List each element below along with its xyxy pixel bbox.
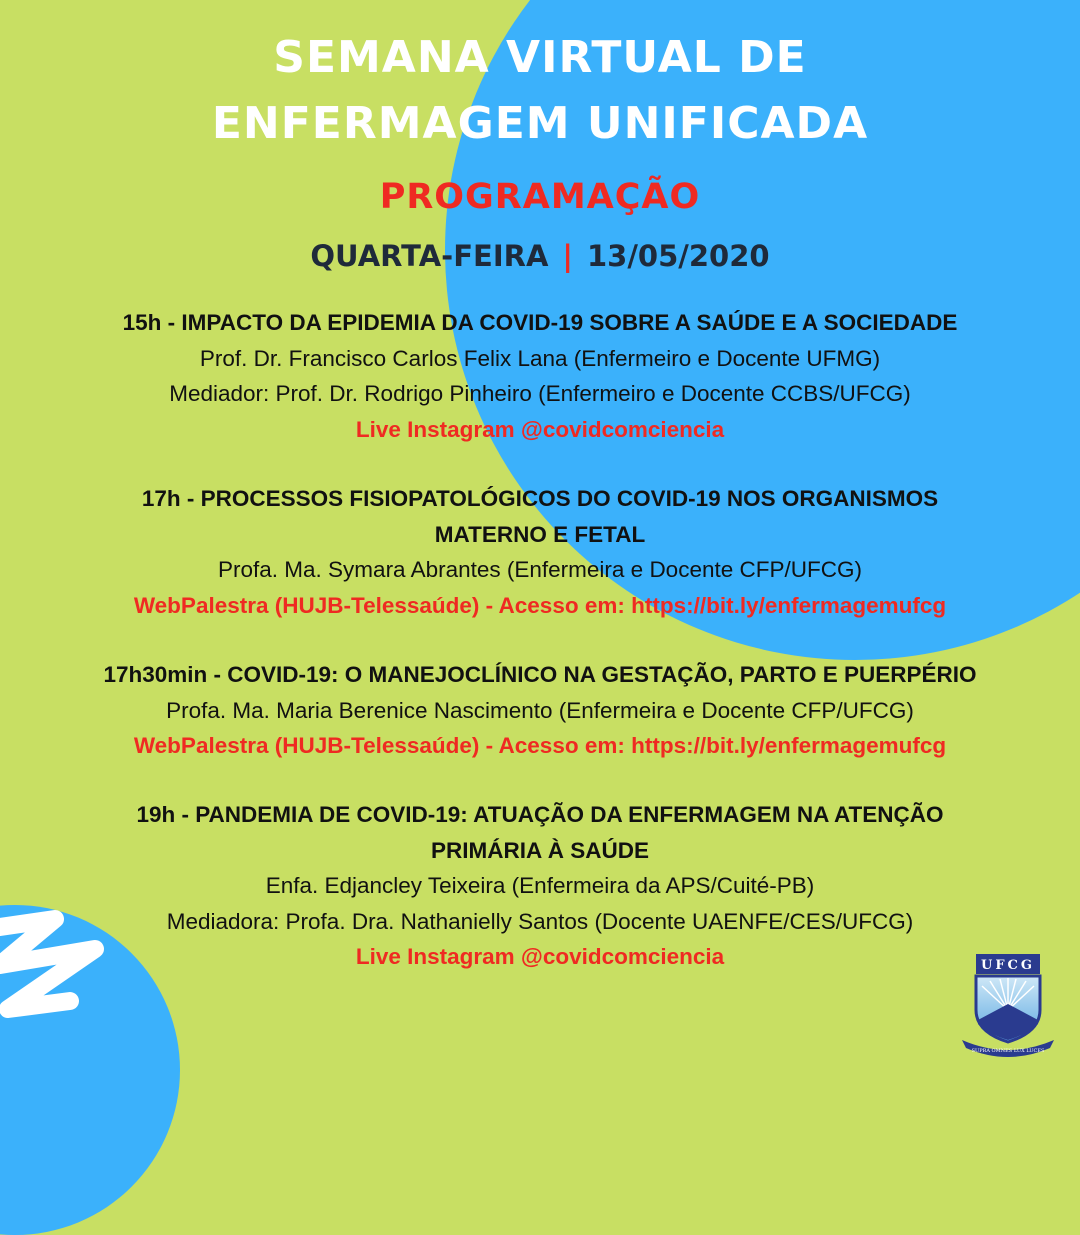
schedule-item-title: 17h - PROCESSOS FISIOPATOLÓGICOS DO COVID-19 NOS ORGANISMOS (141, 486, 939, 511)
schedule-item-title: 19h - PANDEMIA DE COVID-19: ATUAÇÃO DA ENFERMAGEM NA ATENÇÃO (136, 802, 944, 827)
access-link[interactable]: Live Instagram @covidcomciencia (355, 416, 725, 442)
access-link[interactable]: WebPalestra (HUJB-Telessaúde) - Acesso em: https://bit.ly/enfermagemufcg (133, 733, 947, 758)
schedule-item-title-cont: PRIMÁRIA À SAÚDE (431, 837, 649, 863)
schedule-item-3 (0, 657, 1080, 764)
event-title-line-1: SEMANA VIRTUAL DE (273, 32, 807, 83)
schedule-item-2 (0, 481, 1080, 623)
access-link[interactable]: WebPalestra (HUJB-Telessaúde) - Acesso em: https://bit.ly/enfermagemufcg (133, 592, 947, 618)
speaker-line: Enfa. Edjancley Teixeira (Enfermeira da APS/Cuité-PB) (265, 873, 815, 898)
schedule-item-title: 15h - IMPACTO DA EPIDEMIA DA COVID-19 SOBRE A SAÚDE E A SOCIEDADE (122, 310, 958, 335)
speaker-line: Prof. Dr. Francisco Carlos Felix Lana (Enfermeiro e Docente UFMG) (199, 345, 881, 371)
schedule-item-title-cont: MATERNO E FETAL (434, 521, 646, 547)
schedule-item-1 (0, 305, 1080, 447)
logo-acronym: UFCG (980, 958, 1036, 973)
schedule-item-4 (0, 797, 1080, 975)
event-title-line-2: ENFERMAGEM UNIFICADA (211, 98, 869, 149)
logo-motto: SUPRA OMNES LUX LUCES (971, 1048, 1045, 1054)
day-date-line (0, 234, 1080, 278)
speaker-line: Profa. Ma. Maria Berenice Nascimento (Enfermeira e Docente CFP/UFCG) (166, 697, 914, 723)
date-label: 13/05/2020 (586, 239, 770, 273)
speaker-line: Profa. Ma. Symara Abrantes (Enfermeira e Docente CFP/UFCG) (218, 557, 862, 582)
mediator-line: Mediadora: Profa. Dra. Nathanielly Santos (Docente UAENFE/CES/UFCG) (166, 908, 914, 934)
weekday-label: QUARTA-FEIRA (310, 239, 549, 273)
schedule-item-title: 17h30min - COVID-19: O MANEJOCLÍNICO NA GESTAÇÃO, PARTO E PUERPÉRIO (103, 662, 977, 687)
ufcg-logo-icon (958, 948, 1058, 1058)
separator: | (562, 239, 573, 273)
mediator-line: Mediador: Prof. Dr. Rodrigo Pinheiro (Enfermeiro e Docente CCBS/UFCG) (169, 381, 911, 406)
program-heading: PROGRAMAÇÃO (379, 177, 701, 217)
access-link[interactable]: Live Instagram @covidcomciencia (355, 944, 725, 969)
